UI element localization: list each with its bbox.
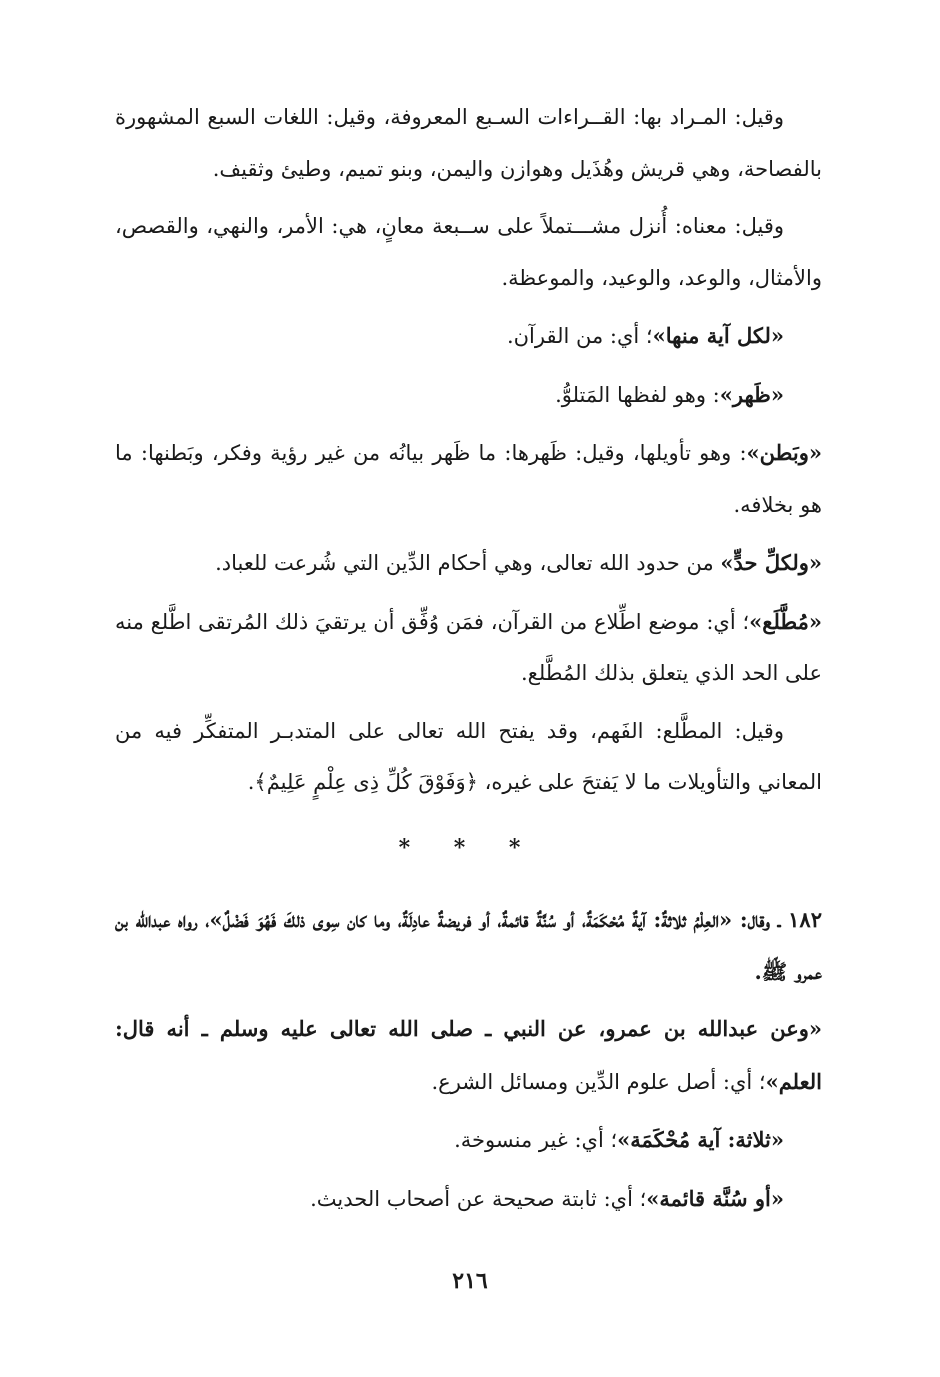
page-number: ٢١٦ [452, 1268, 488, 1294]
commentary-text: ؛ أي: موضع اطِّلاع من القرآن، فمَن وُفِّق أن يرتقيَ ذلك المُرتقى اطَّلع منه على الحد الذي يتعلق بذلك المُطَّلع. [115, 609, 822, 685]
quoted-phrase: «وعن عبدالله بن عمرو، عن النبي ـ صلى الله تعالى عليه وسلم ـ أنه قال: العلم» [115, 1016, 822, 1094]
section-divider: * * * [398, 834, 539, 861]
paragraph [115, 1114, 822, 1167]
paragraph: وقيل: معناه: أُنزل مشـــتملاً على ســبعة معانٍ، هي: الأمر، والنهي، والقصص، والأمثال، والوعد، والوعيد، والموعظة. [115, 214, 822, 290]
paragraph [115, 369, 822, 422]
paragraph [115, 1173, 822, 1226]
paragraph [115, 537, 822, 590]
page-body [115, 92, 822, 1231]
commentary-text: : وهو لفظها المَتلوُّ. [555, 382, 720, 407]
paragraph [115, 310, 822, 363]
commentary-text: من حدود الله تعالى، وهي أحكام الدِّين التي شُرعت للعباد. [215, 551, 721, 575]
paragraph [115, 1003, 822, 1108]
quoted-phrase: «ثلاثة: آية مُحْكَمَة» [617, 1127, 784, 1152]
paragraph: وقيل: المـراد بها: القــراءات السـبع المعروفة، وقيل: اللغات السبع المشهورة بالفصاحة، وهي قريش وهُذَيل وهوازن واليمن، وبنو تميم، وطيئ وثقيف. [115, 105, 822, 181]
quoted-phrase: «ظَهر» [719, 381, 784, 407]
quoted-phrase: «مُطَّلَع» [749, 608, 822, 634]
commentary-text: : وهو تأويلها، وقيل: ظَهرها: ما ظَهر بيانُه من غير رؤية وفكر، وبَطنها: ما هو بخلافه. [115, 441, 822, 517]
quoted-phrase: «ولكلِّ حدٍّ» [720, 550, 822, 575]
paragraph [115, 596, 822, 700]
commentary-text: ؛ أي: غير منسوخة. [454, 1128, 618, 1152]
paragraph [115, 427, 822, 531]
quoted-phrase: «وبَطن» [746, 440, 822, 465]
hadith-text: ١٨٢ ـ وقال: «العِلْمُ ثلاثةٌ: آيةٌ مُحْكَمَةٌ، أو سُنَّةٌ قائمةٌ، أو فريضةٌ عادِلَةٌ، وما كان سِوى ذلكَ فَهُوَ فَضْلٌ»، رواه عبدالله بن عمرو ﷺ. [115, 907, 822, 984]
quoted-phrase: «لكل آية منها» [652, 323, 784, 348]
commentary-text: ؛ أي: من القرآن. [506, 324, 653, 348]
paragraph: وقيل: المطَّلع: الفَهم، وقد يفتح الله تعالى على المتدبـر المتفكِّر فيه من المعاني والتأويلات ما لا يَفتحَ على غيره، ﴿وَفَوْقَ كُلِّ ذِى عِلْمٍ عَلِيمٌ﴾. [115, 718, 822, 794]
commentary-text: ؛ أي: أصل علوم الدِّين ومسائل الشرع. [431, 1069, 766, 1094]
commentary-text: ؛ أي: ثابتة صحيحة عن أصحاب الحديث. [310, 1186, 647, 1211]
quoted-phrase: «أو سُنَّة قائمة» [646, 1185, 784, 1211]
